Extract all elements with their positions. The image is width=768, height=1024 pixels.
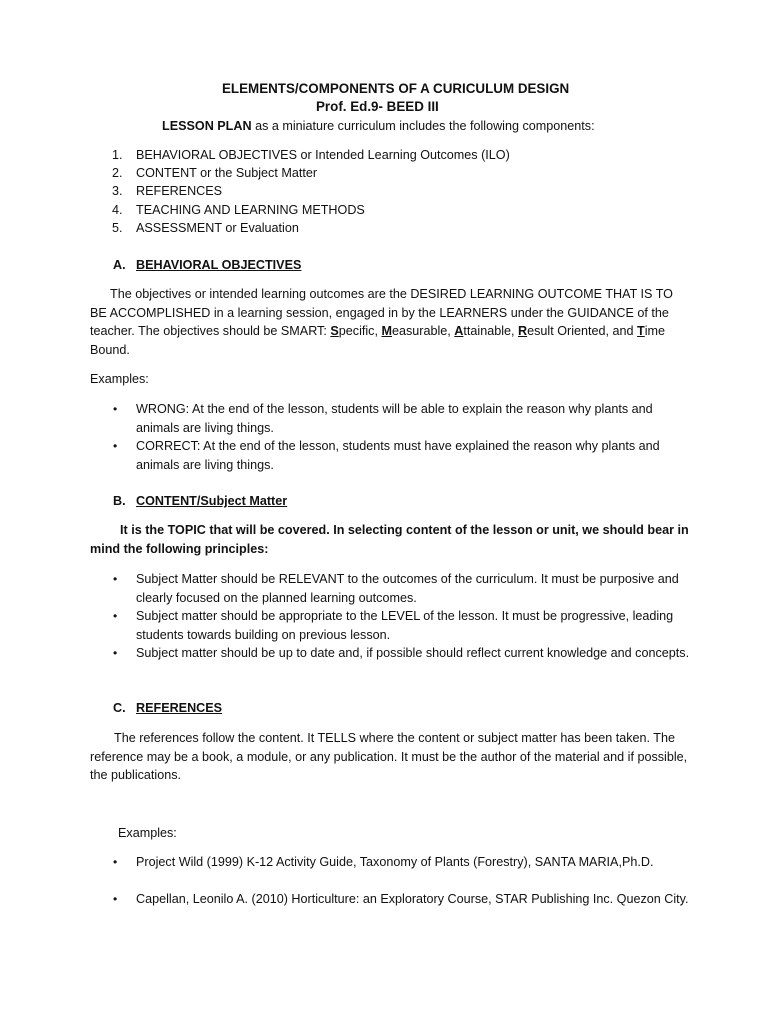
list-item: CORRECT: At the end of the lesson, students must have explained the reason why plants and animals are living things. — [136, 439, 660, 472]
examples-label: Examples: — [118, 826, 177, 840]
intro-rest: as a miniature curriculum includes the following components: — [251, 119, 595, 133]
document-subtitle: Prof. Ed.9- BEED III — [316, 99, 439, 114]
list-number: 2. — [112, 166, 123, 180]
section-letter: C. — [113, 701, 126, 715]
list-item: WRONG: At the end of the lesson, students will be able to explain the reason why plants and animals are living things. — [136, 402, 653, 435]
bullet-icon: • — [113, 572, 118, 586]
smart-rest: easurable, — [391, 324, 455, 338]
bullet-icon: • — [113, 855, 118, 869]
section-title: CONTENT/Subject Matter — [136, 494, 288, 508]
smart-rest: ime Bound. — [90, 324, 666, 357]
bullet-icon: • — [113, 892, 118, 906]
bullet-icon: • — [113, 646, 118, 660]
section-b-paragraph: It is the TOPIC that will be covered. In selecting content of the lesson or unit, we should bear in mind the following principles: — [90, 523, 689, 556]
document-title: ELEMENTS/COMPONENTS OF A CURICULUM DESIGN — [222, 81, 570, 96]
smart-initial: S — [330, 324, 339, 338]
bullet-icon: • — [113, 609, 118, 623]
section-a-paragraph — [90, 285, 690, 359]
smart-initial: T — [637, 324, 645, 338]
list-text: REFERENCES — [136, 184, 223, 198]
list-item: Subject matter should be appropriate to the LEVEL of the lesson. It must be progressive, leading students towards building on previous lesson. — [136, 609, 674, 642]
section-title: REFERENCES — [136, 701, 223, 715]
smart-rest: ttainable, — [463, 324, 515, 338]
section-letter: B. — [113, 494, 126, 508]
list-item: Subject Matter should be RELEVANT to the outcomes of the curriculum. It must be purposive and clearly focused on the planned learning outcomes. — [136, 572, 679, 605]
examples-label: Examples: — [90, 372, 149, 386]
smart-initial: R — [518, 324, 528, 338]
intro-line — [162, 117, 595, 136]
paragraph-text: The objectives or intended learning outcomes are the DESIRED LEARNING OUTCOME THAT IS TO BE ACCOMPLISHED in a learning session, engaged in by the LEARNERS under the GUIDANCE of the teacher. The objectives should be SMART: — [90, 287, 673, 338]
section-letter: A. — [113, 258, 126, 272]
intro-bold: LESSON PLAN — [162, 119, 252, 133]
list-number: 3. — [112, 184, 123, 198]
smart-initial: A — [454, 324, 464, 338]
list-text: CONTENT or the Subject Matter — [136, 166, 318, 180]
list-item: Capellan, Leonilo A. (2010) Horticulture: an Exploratory Course, STAR Publishing Inc. Quezon City. — [136, 892, 689, 906]
list-number: 5. — [112, 221, 123, 235]
list-number: 4. — [112, 203, 123, 217]
section-title: BEHAVIORAL OBJECTIVES — [136, 258, 302, 272]
list-text: BEHAVIORAL OBJECTIVES or Intended Learning Outcomes (ILO) — [136, 148, 510, 162]
section-c-paragraph: The references follow the content. It TELLS where the content or subject matter has been taken. The reference may be a book, a module, or any publication. It must be the author of the material and if possible, the publications. — [90, 731, 688, 782]
bullet-icon: • — [113, 402, 118, 416]
list-item: Project Wild (1999) K-12 Activity Guide, Taxonomy of Plants (Forestry), SANTA MARIA,Ph.D. — [136, 855, 654, 869]
bullet-icon: • — [113, 439, 118, 453]
list-text: ASSESSMENT or Evaluation — [136, 221, 299, 235]
smart-rest: esult Oriented, and — [527, 324, 638, 338]
smart-rest: pecific, — [338, 324, 382, 338]
list-number: 1. — [112, 148, 123, 162]
smart-initial: M — [381, 324, 392, 338]
list-text: TEACHING AND LEARNING METHODS — [136, 203, 365, 217]
list-item: Subject matter should be up to date and, if possible should reflect current knowledge and concepts. — [136, 646, 690, 660]
